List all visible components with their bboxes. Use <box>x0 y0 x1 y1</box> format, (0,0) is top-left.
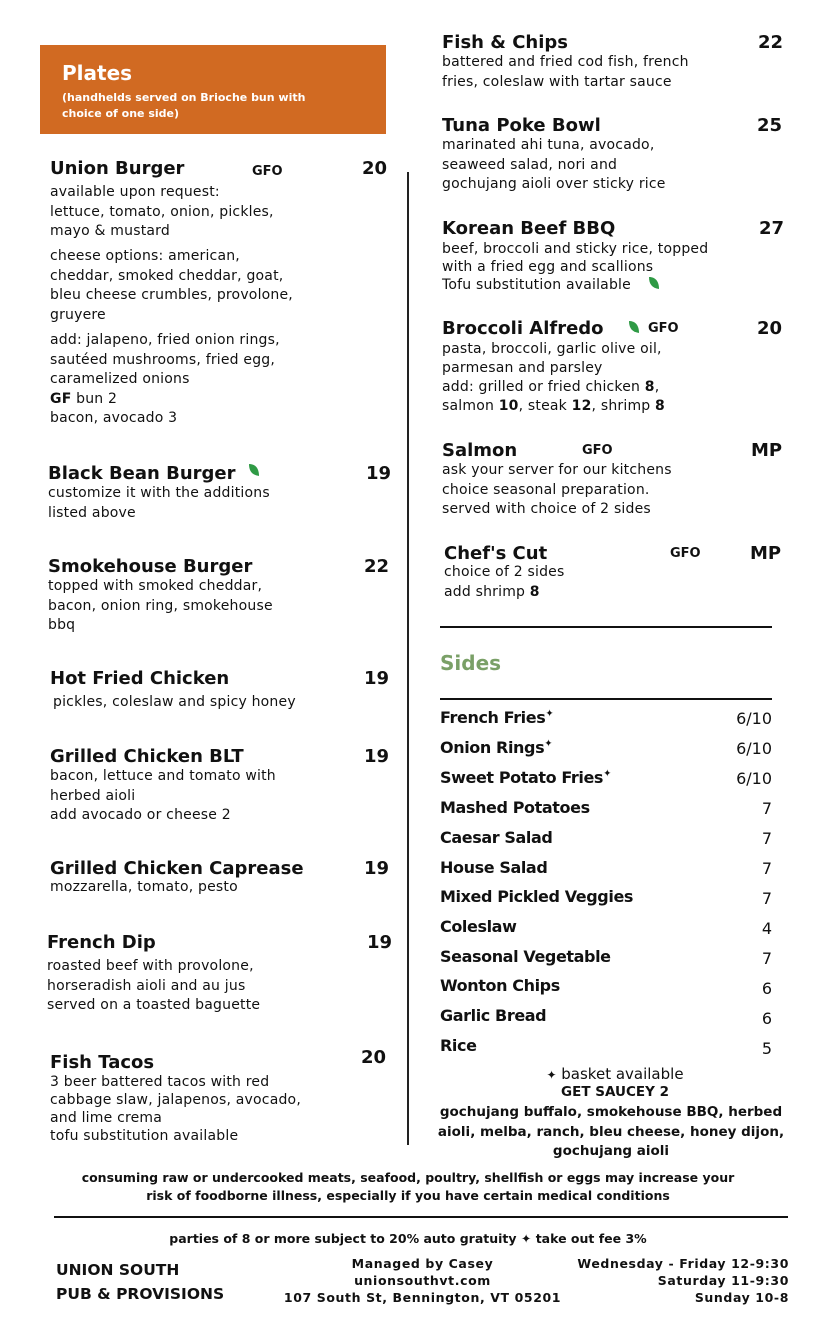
side-price: 6 <box>761 1009 772 1028</box>
item-price: 22 <box>758 32 784 53</box>
side-item: French Fries✦ <box>440 708 554 727</box>
column-divider <box>407 172 409 1145</box>
item-name: Korean Beef BBQ <box>442 218 616 239</box>
item-price: 20 <box>361 1047 387 1068</box>
item-description: customize it with the additions listed above <box>48 485 270 521</box>
side-item: Coleslaw <box>440 917 517 936</box>
item-description: roasted beef with provolone, horseradish aioli and au jus served on a toasted baguette <box>47 958 261 1013</box>
sides-title: Sides <box>440 651 502 675</box>
item-description: ask your server for our kitchens choice seasonal preparation. served with choice of 2 sides <box>442 462 672 517</box>
side-price: 7 <box>761 799 772 818</box>
gratuity-note: parties of 8 or more subject to 20% auto gratuity ✦ take out fee 3% <box>169 1231 647 1246</box>
item-name: French Dip <box>47 932 156 953</box>
item-name: Grilled Chicken Caprease <box>50 858 304 879</box>
item-description: mozzarella, tomato, pesto <box>50 879 238 895</box>
side-item: Seasonal Vegetable <box>440 947 611 966</box>
section-subtitle: (handhelds served on Brioche bun with choice of one side) <box>62 91 306 120</box>
item-price: MP <box>750 543 782 564</box>
item-name: Hot Fried Chicken <box>50 668 230 689</box>
leaf-icon <box>248 463 260 477</box>
gfo-tag: GFO <box>670 546 701 561</box>
food-safety-warning: consuming raw or undercooked meats, seafood, poultry, shellfish or eggs may increase your risk of foodborne illness, especially if you have certain medical conditions <box>81 1170 735 1203</box>
item-name: Grilled Chicken BLT <box>50 746 244 767</box>
item-description: 3 beer battered tacos with red cabbage slaw, jalapenos, avocado, and lime crema tofu substitution available <box>50 1074 301 1144</box>
contact-info: Managed by Casey unionsouthvt.com 107 South St, Bennington, VT 05201 <box>283 1256 562 1305</box>
side-price: 6/10 <box>736 739 772 758</box>
item-description: beef, broccoli and sticky rice, topped with a fried egg and scallions Tofu substitution available <box>442 241 709 293</box>
side-item: House Salad <box>440 858 548 877</box>
item-price: 20 <box>362 158 388 179</box>
item-name: Salmon <box>442 440 518 461</box>
item-price: 19 <box>367 932 393 953</box>
item-name: Broccoli Alfredo <box>442 318 640 339</box>
item-name: Smokehouse Burger <box>48 556 253 577</box>
gfo-tag: GFO <box>582 443 613 458</box>
item-description: available upon request: lettuce, tomato, onion, pickles, mayo & mustard <box>50 184 274 239</box>
side-price: 6 <box>761 979 772 998</box>
basket-note: ✦ basket available <box>546 1065 684 1083</box>
section-title: Plates <box>62 61 133 85</box>
side-item: Sweet Potato Fries✦ <box>440 768 612 787</box>
add-options: add: jalapeno, fried onion rings, sautéed mushrooms, fried egg, caramelized onions GF bun 2 bacon, avocado 3 <box>50 332 280 426</box>
side-item: Wonton Chips <box>440 976 560 995</box>
cheese-options: cheese options: american, cheddar, smoked cheddar, goat, bleu cheese crumbles, provolone, gruyere <box>50 248 293 323</box>
item-price: 19 <box>364 668 390 689</box>
item-description: battered and fried cod fish, french fries, coleslaw with tartar sauce <box>442 54 689 90</box>
side-item: Mashed Potatoes <box>440 798 590 817</box>
leaf-icon <box>628 320 640 334</box>
item-description: topped with smoked cheddar, bacon, onion ring, smokehouse bbq <box>48 578 273 633</box>
item-price: 19 <box>364 858 390 879</box>
item-name: Fish Tacos <box>50 1052 155 1073</box>
side-item: Onion Rings✦ <box>440 738 553 757</box>
item-price: 19 <box>364 746 390 767</box>
item-name: Tuna Poke Bowl <box>442 115 601 136</box>
item-description: pasta, broccoli, garlic olive oil, parmesan and parsley add: grilled or fried chicken 8, salmon 10, steak 12, shrimp 8 <box>442 341 665 414</box>
item-description: pickles, coleslaw and spicy honey <box>53 694 296 710</box>
item-price: 27 <box>759 218 785 239</box>
business-name: UNION SOUTH PUB & PROVISIONS <box>56 1261 225 1303</box>
side-item: Rice <box>440 1036 477 1055</box>
side-item: Garlic Bread <box>440 1006 547 1025</box>
gfo-tag: GFO <box>648 321 679 336</box>
side-price: 7 <box>761 949 772 968</box>
star-icon: ✦ <box>546 1068 557 1082</box>
item-price: 19 <box>366 463 392 484</box>
item-description: choice of 2 sides add shrimp 8 <box>444 564 565 600</box>
side-item: Caesar Salad <box>440 828 553 847</box>
item-price: 22 <box>364 556 390 577</box>
side-price: 6/10 <box>736 769 772 788</box>
side-price: 7 <box>761 889 772 908</box>
plates-header <box>40 45 386 134</box>
divider <box>54 1216 788 1218</box>
hours: Wednesday - Friday 12-9:30 Saturday 11-9:30 Sunday 10-8 <box>577 1256 789 1305</box>
side-item: Mixed Pickled Veggies <box>440 887 634 906</box>
side-price: 5 <box>761 1039 772 1058</box>
item-description: bacon, lettuce and tomato with herbed aioli add avocado or cheese 2 <box>50 768 276 823</box>
divider <box>440 626 772 628</box>
sauce-list: gochujang buffalo, smokehouse BBQ, herbed aioli, melba, ranch, bleu cheese, honey dijon, gochujang aioli <box>437 1104 785 1159</box>
get-saucey: GET SAUCEY 2 <box>561 1084 669 1100</box>
leaf-icon <box>648 276 660 290</box>
item-price: 25 <box>757 115 783 136</box>
star-icon: ✦ <box>544 738 553 750</box>
side-price: 7 <box>761 859 772 878</box>
item-description: marinated ahi tuna, avocado, seaweed salad, nori and gochujang aioli over sticky rice <box>442 137 666 192</box>
item-price: 20 <box>757 318 783 339</box>
divider <box>440 698 772 700</box>
gfo-tag: GFO <box>252 164 283 179</box>
item-name: Chef's Cut <box>444 543 548 564</box>
item-price: MP <box>751 440 783 461</box>
side-price: 7 <box>761 829 772 848</box>
side-price: 6/10 <box>736 709 772 728</box>
star-icon: ✦ <box>603 768 612 780</box>
item-name: Fish & Chips <box>442 32 569 53</box>
item-name: Black Bean Burger <box>48 463 260 484</box>
star-icon: ✦ <box>545 708 554 720</box>
item-name: Union Burger <box>50 158 185 179</box>
side-price: 4 <box>761 919 772 938</box>
